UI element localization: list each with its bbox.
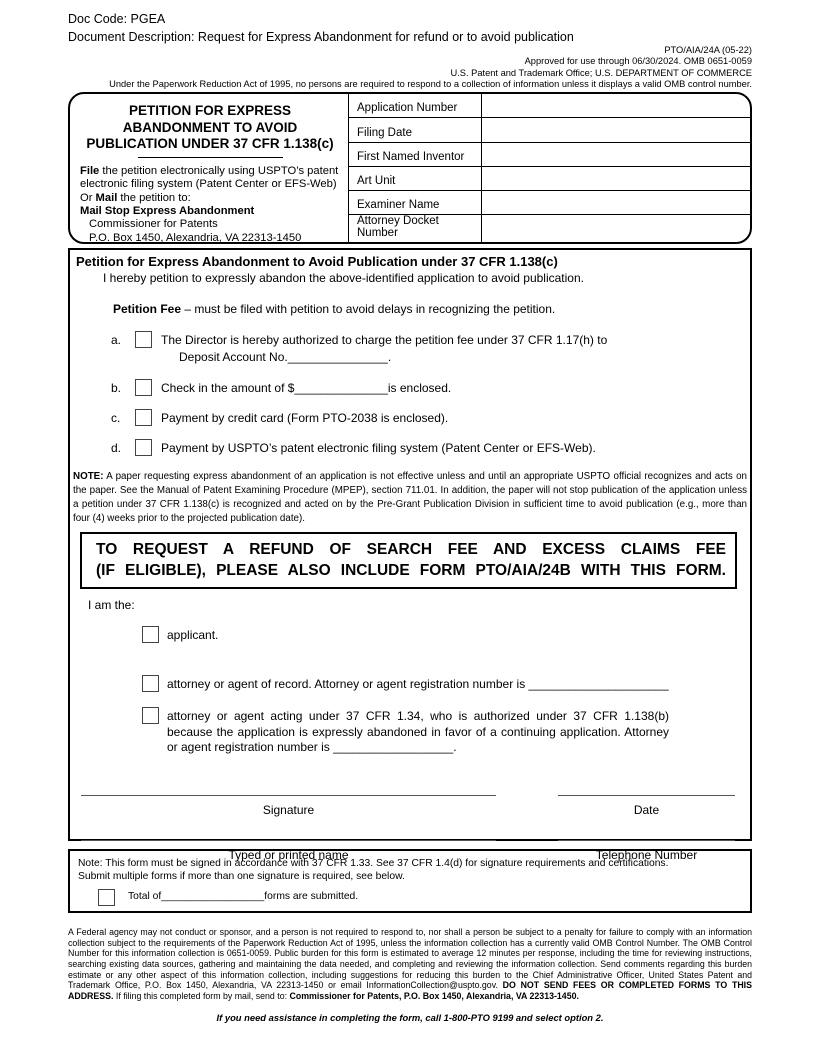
commissioner-line: Commissioner for Patents bbox=[89, 218, 218, 231]
application-number-label: Application Number bbox=[357, 102, 458, 115]
application-info-table bbox=[348, 94, 750, 242]
option-letter: b. bbox=[111, 381, 122, 396]
table-row bbox=[349, 215, 750, 242]
attorney-registration-blank[interactable]: _____________________ bbox=[528, 676, 669, 691]
table-row bbox=[349, 191, 750, 215]
option-letter: c. bbox=[111, 411, 121, 426]
table-row bbox=[349, 167, 750, 191]
agency-name: U.S. Patent and Trademark Office; U.S. DEPARTMENT OF COMMERCE bbox=[450, 67, 752, 78]
paperwork-burden-statement: A Federal agency may not conduct or sponsor, and a person is not required to respond to, nor shall a person be subject to a penalty for failure to comply with an information collection subject to the requirements of the Paperwork Reduction Act of 1995, unless the information collection has a currently valid OMB Control Number. The OMB Control Number for this information collection is 0651-0059. Public burden for this form is estimated to average 12 minutes per response, including the time for reviewing instructions, searching existing data sources, gathering and maintaining the data needed, and completing and reviewing the information collection. Send comments regarding this burden estimate or any other aspect of this information collection, including suggestions for reducing this burden to the Chief Administrative Officer, United States Patent and Trademark Office, P.O. Box 1450, Alexandria, VA 22313-1450 or email InformationCollection@uspto.gov. DO NOT SEND FEES OR COMPLETED FORMS TO THIS ADDRESS. If filing this completed form by mail, send to: Commissioner for Patents, P.O. Box 1450, Alexandria, VA 22313-1450. bbox=[68, 927, 752, 1001]
refund-notice-line2: (IF ELIGIBLE), PLEASE ALSO INCLUDE FORM PTO/AIA/24B WITH THIS FORM. bbox=[96, 562, 726, 580]
telephone-label: Telephone Number bbox=[595, 847, 698, 862]
filing-instructions: File the petition electronically using USPTO’s patent electronic filing system (Patent Center or EFS-Web) Or Mail the petition to: Mail Stop Express Abandonment Commissioner for Patents P.O. Box 1450, Alexandria, VA 22313-1450 bbox=[80, 164, 339, 244]
doc-code: Doc Code: PGEA bbox=[68, 12, 166, 26]
paperwork-reduction-notice: Under the Paperwork Reduction Act of 1995, no persons are required to respond to a collection of information unless it displays a valid OMB control number. bbox=[109, 78, 752, 89]
first-named-inventor-field[interactable] bbox=[481, 143, 750, 166]
note-line1: Note: This form must be signed in accordance with 37 CFR 1.33. See 37 CFR 1.4(d) for signature requirements and certifications. bbox=[78, 858, 669, 870]
fee-option-a: a. The Director is hereby authorized to charge the petition fee under 37 CFR 1.17(h) to Deposit Account No._______________. bbox=[111, 331, 750, 365]
note-paragraph: NOTE: A paper requesting express abandonment of an application is not effective unless and until an appropriate USPTO official recognizes and acts on the paper. See the Manual of Patent Examining Procedure (MPEP), section 711.01. In addition, the paper will not stop publication of the application unless a petition under 37 CFR 1.138(c) is recognized and acted on by the Pre-Grant Publication Division in sufficient time to avoid publication (e.g., more than four (4) weeks prior to the projected publication date). bbox=[73, 471, 747, 524]
role-attorney-1-34-row: attorney or agent acting under 37 CFR 1.34, who is authorized under 37 CFR 1.138(b) because the application is expressly abandoned in favor of a continuing application. Attorney or agent registration number is __________________. bbox=[142, 707, 750, 756]
omb-approval: Approved for use through 06/30/2024. OMB 0651-0059 bbox=[524, 56, 752, 67]
petition-body-box bbox=[68, 248, 752, 862]
fee-option-b: b. Check in the amount of $______________is enclosed. bbox=[111, 381, 452, 396]
table-row bbox=[349, 143, 750, 167]
do-not-send-warning: DO NOT SEND FEES OR COMPLETED FORMS TO THIS ADDRESS. bbox=[68, 980, 752, 1001]
total-forms-row: Total of__________________forms are submitted. bbox=[98, 889, 742, 906]
filing-date-label: Filing Date bbox=[357, 126, 412, 139]
typed-name-label: Typed or printed name bbox=[228, 847, 349, 862]
deposit-account-blank[interactable]: _______________ bbox=[287, 350, 388, 365]
note-line2: Submit multiple forms if more than one signature is required, see below. bbox=[78, 871, 405, 883]
attorney-of-record-checkbox[interactable] bbox=[142, 675, 159, 692]
doc-description: Document Description: Request for Express Abandonment for refund or to avoid publication bbox=[68, 30, 574, 44]
i-am-the-label: I am the: bbox=[88, 598, 135, 613]
attorney-docket-number-field[interactable] bbox=[481, 215, 750, 242]
total-forms-blank[interactable]: __________________ bbox=[161, 891, 265, 903]
form-title: PETITION FOR EXPRESS ABANDONMENT TO AVOID PUBLICATION UNDER 37 CFR 1.138(c) bbox=[86, 103, 334, 152]
option-c-text: Payment by credit card (Form PTO-2038 is enclosed). bbox=[161, 411, 449, 426]
attorney-acting-checkbox[interactable] bbox=[142, 707, 159, 724]
role-attorney-of-record-row bbox=[142, 675, 750, 693]
signature-note-box bbox=[68, 849, 752, 913]
form-number: PTO/AIA/24A (05-22) bbox=[664, 45, 752, 55]
applicant-checkbox[interactable] bbox=[142, 626, 159, 643]
date-line[interactable] bbox=[558, 795, 735, 796]
table-row bbox=[349, 94, 750, 118]
assistance-line: If you need assistance in completing the form, call 1-800-PTO 9199 and select option 2. bbox=[216, 1012, 604, 1024]
filing-date-field[interactable] bbox=[481, 118, 750, 141]
refund-notice-box bbox=[80, 532, 737, 589]
signature-line[interactable] bbox=[81, 795, 496, 796]
check-enclosed-checkbox[interactable] bbox=[135, 379, 152, 396]
fee-option-c bbox=[111, 409, 750, 426]
electronic-payment-checkbox[interactable] bbox=[135, 439, 152, 456]
application-number-field[interactable] bbox=[481, 94, 750, 117]
deposit-account-checkbox[interactable] bbox=[135, 331, 152, 348]
art-unit-field[interactable] bbox=[481, 167, 750, 190]
signature-label: Signature bbox=[262, 802, 315, 817]
option-a-text: The Director is hereby authorized to charge the petition fee under 37 CFR 1.17(h) to bbox=[161, 333, 608, 348]
applicant-label: applicant. bbox=[167, 628, 219, 643]
petition-fee-line: Petition Fee – must be filed with petition to avoid delays in recognizing the petition. bbox=[113, 302, 556, 317]
address-line: P.O. Box 1450, Alexandria, VA 22313-1450 bbox=[89, 231, 302, 244]
petition-statement: I hereby petition to expressly abandon the above-identified application to avoid publication. bbox=[103, 271, 584, 286]
form-meta-block bbox=[68, 45, 752, 90]
total-forms-checkbox[interactable] bbox=[98, 889, 115, 906]
check-amount-blank[interactable]: ______________ bbox=[294, 381, 388, 396]
attorney-docket-number-label: Attorney Docket Number bbox=[357, 215, 439, 240]
total-of-label: Total of bbox=[128, 891, 162, 903]
option-letter: a. bbox=[111, 333, 122, 348]
mailing-address: Commissioner for Patents, P.O. Box 1450, Alexandria, VA 22313-1450. bbox=[289, 990, 579, 1001]
title-underline bbox=[138, 157, 283, 158]
petition-title: Petition for Express Abandonment to Avoid Publication under 37 CFR 1.138(c) bbox=[76, 254, 558, 270]
signature-row bbox=[81, 795, 750, 817]
credit-card-checkbox[interactable] bbox=[135, 409, 152, 426]
option-d-text: Payment by USPTO’s patent electronic filing system (Patent Center or EFS-Web). bbox=[161, 441, 596, 456]
typed-name-line[interactable] bbox=[81, 840, 496, 841]
attorney-of-record-label: attorney or agent of record. Attorney or agent registration number is bbox=[167, 676, 529, 691]
telephone-line[interactable] bbox=[558, 840, 735, 841]
form-header-box bbox=[68, 92, 752, 244]
examiner-name-label: Examiner Name bbox=[357, 199, 440, 212]
role-applicant-row bbox=[142, 626, 750, 644]
first-named-inventor-label: First Named Inventor bbox=[357, 150, 465, 163]
attorney-acting-label: attorney or agent acting under 37 CFR 1.34, who is authorized under 37 CFR 1.138(b) because the application is expressly abandoned in favor of a continuing application. Attorney or agent registration number is bbox=[167, 709, 669, 755]
mail-stop: Mail Stop Express Abandonment bbox=[80, 204, 255, 217]
art-unit-label: Art Unit bbox=[357, 175, 396, 187]
examiner-name-field[interactable] bbox=[481, 191, 750, 214]
table-row bbox=[349, 118, 750, 142]
option-letter: d. bbox=[111, 441, 122, 456]
date-label: Date bbox=[633, 802, 660, 817]
refund-notice-line1: TO REQUEST A REFUND OF SEARCH FEE AND EXCESS CLAIMS FEE bbox=[96, 541, 726, 559]
fee-option-d bbox=[111, 439, 750, 456]
agent-registration-blank[interactable]: __________________ bbox=[333, 740, 454, 755]
header-left-panel bbox=[70, 94, 348, 242]
